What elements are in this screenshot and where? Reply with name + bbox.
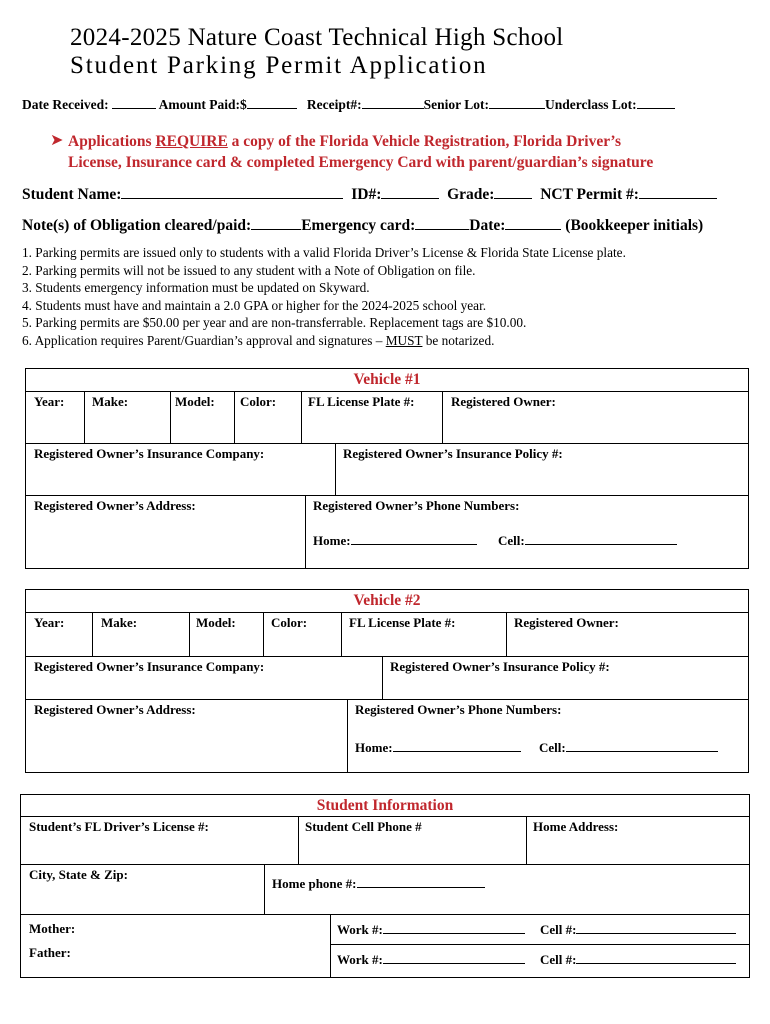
v1-plate-label: FL License Plate #:: [308, 394, 415, 409]
mother-cell-phone: Cell #:: [540, 921, 736, 938]
notes-label: Note(s) of Obligation cleared/paid:: [22, 217, 252, 234]
v2-model-label: Model:: [196, 615, 236, 630]
v1-insurance-label: Registered Owner’s Insurance Company:: [34, 446, 265, 461]
mother-cell-field[interactable]: [576, 921, 736, 934]
mother-label: Mother:: [29, 921, 76, 936]
v1-address-label: Registered Owner’s Address:: [34, 498, 196, 513]
home-phone: Home phone #:: [272, 875, 485, 892]
v1-cell-phone: Cell:: [498, 532, 677, 549]
underclass-lot-label: Underclass Lot:: [545, 97, 637, 112]
rule-item: 3. Students emergency information must be updated on Skyward.: [22, 280, 370, 296]
amount-paid-label: Amount Paid:$: [158, 97, 247, 112]
city-state-zip-label: City, State & Zip:: [29, 867, 128, 882]
v2-home-phone-field[interactable]: [393, 739, 521, 752]
require-emphasis: REQUIRE: [155, 133, 228, 150]
date-received-field[interactable]: [112, 96, 156, 109]
receipt-field[interactable]: [362, 96, 424, 109]
id-label: ID#:: [351, 186, 382, 203]
v2-plate-label: FL License Plate #:: [349, 615, 456, 630]
home-phone-field[interactable]: [357, 875, 485, 888]
amount-paid-field[interactable]: [247, 96, 297, 109]
requirement-line-2: License, Insurance card & completed Emergency Card with parent/guardian’s signature: [68, 154, 654, 171]
date-received-label: Date Received:: [22, 97, 109, 112]
bookkeeper-initials-label: (Bookkeeper initials): [565, 217, 704, 234]
underclass-lot-field[interactable]: [637, 96, 675, 109]
receipt-label: Receipt#:: [306, 97, 362, 112]
student-name-field[interactable]: [121, 186, 343, 199]
v1-cell-phone-field[interactable]: [525, 532, 677, 545]
father-cell-field[interactable]: [576, 951, 736, 964]
v1-make-label: Make:: [92, 394, 129, 409]
senior-lot-label: Senior Lot:: [423, 97, 489, 112]
v2-insurance-label: Registered Owner’s Insurance Company:: [34, 659, 265, 674]
v1-home-phone: Home:: [313, 532, 477, 549]
v1-year-label: Year:: [34, 394, 65, 409]
vehicle-1-section: [25, 368, 749, 569]
father-work-phone: Work #:: [337, 951, 525, 968]
obligation-line: [22, 217, 703, 235]
student-line: [22, 186, 717, 204]
v1-policy-label: Registered Owner’s Insurance Policy #:: [343, 446, 563, 461]
mother-work-field[interactable]: [383, 921, 525, 934]
vehicle-2-heading: Vehicle #2: [353, 592, 421, 609]
father-label: Father:: [29, 945, 71, 960]
permit-label: NCT Permit #:: [540, 186, 639, 203]
grade-label: Grade:: [447, 186, 495, 203]
v2-year-label: Year:: [34, 615, 65, 630]
v2-phones-label: Registered Owner’s Phone Numbers:: [355, 702, 562, 717]
notes-field[interactable]: [251, 217, 301, 230]
student-cell-label: Student Cell Phone #: [305, 819, 422, 834]
v2-cell-phone: Cell:: [539, 739, 718, 756]
senior-lot-field[interactable]: [489, 96, 545, 109]
student-name-label: Student Name:: [22, 186, 122, 203]
arrow-bullet-icon: ➤: [50, 132, 64, 149]
father-work-field[interactable]: [383, 951, 525, 964]
v1-owner-label: Registered Owner:: [451, 394, 556, 409]
v1-model-label: Model:: [175, 394, 215, 409]
date-label: Date:: [469, 217, 506, 234]
student-info-section: [20, 794, 750, 978]
drivers-license-label: Student’s FL Driver’s License #:: [29, 819, 209, 834]
rule-item: 5. Parking permits are $50.00 per year and are non-transferrable. Replacement tags are $10.00.: [22, 315, 527, 331]
rule-item: 2. Parking permits will not be issued to any student with a Note of Obligation on file.: [22, 262, 476, 278]
emergency-card-field[interactable]: [415, 217, 469, 230]
v2-color-label: Color:: [271, 615, 308, 630]
grade-field[interactable]: [494, 186, 532, 199]
rule-item: 1. Parking permits are issued only to students with a valid Florida Driver’s License & Florida State License plate.: [22, 245, 626, 260]
form-subtitle: Student Parking Permit Application: [70, 52, 488, 79]
rules-list: [22, 244, 626, 350]
vehicle-1-heading: Vehicle #1: [353, 371, 421, 388]
home-address-label: Home Address:: [533, 819, 619, 834]
date-field[interactable]: [505, 217, 561, 230]
v1-color-label: Color:: [240, 394, 277, 409]
permit-field[interactable]: [639, 186, 717, 199]
rule-item: 6. Application requires Parent/Guardian’s approval and signatures – MUST be notarized.: [22, 332, 495, 348]
v1-phones-label: Registered Owner’s Phone Numbers:: [313, 498, 520, 513]
id-field[interactable]: [381, 186, 439, 199]
mother-work-phone: Work #:: [337, 921, 525, 938]
emergency-card-label: Emergency card:: [301, 217, 416, 234]
requirement-line-1: Applications REQUIRE a copy of the Florida Vehicle Registration, Florida Driver’s: [68, 133, 621, 150]
v1-home-phone-field[interactable]: [351, 532, 477, 545]
student-info-heading: Student Information: [316, 797, 454, 814]
form-title: 2024-2025 Nature Coast Technical High School: [70, 24, 564, 51]
must-emphasis: MUST: [385, 332, 423, 348]
vehicle-2-section: [25, 589, 749, 773]
father-cell-phone: Cell #:: [540, 951, 736, 968]
rule-item: 4. Students must have and maintain a 2.0 GPA or higher for the 2024-2025 school year.: [22, 297, 487, 313]
v2-policy-label: Registered Owner’s Insurance Policy #:: [390, 659, 610, 674]
v2-address-label: Registered Owner’s Address:: [34, 702, 196, 717]
v2-owner-label: Registered Owner:: [514, 615, 619, 630]
v2-home-phone: Home:: [355, 739, 521, 756]
v2-cell-phone-field[interactable]: [566, 739, 718, 752]
office-use-row: [22, 96, 675, 113]
v2-make-label: Make:: [101, 615, 138, 630]
